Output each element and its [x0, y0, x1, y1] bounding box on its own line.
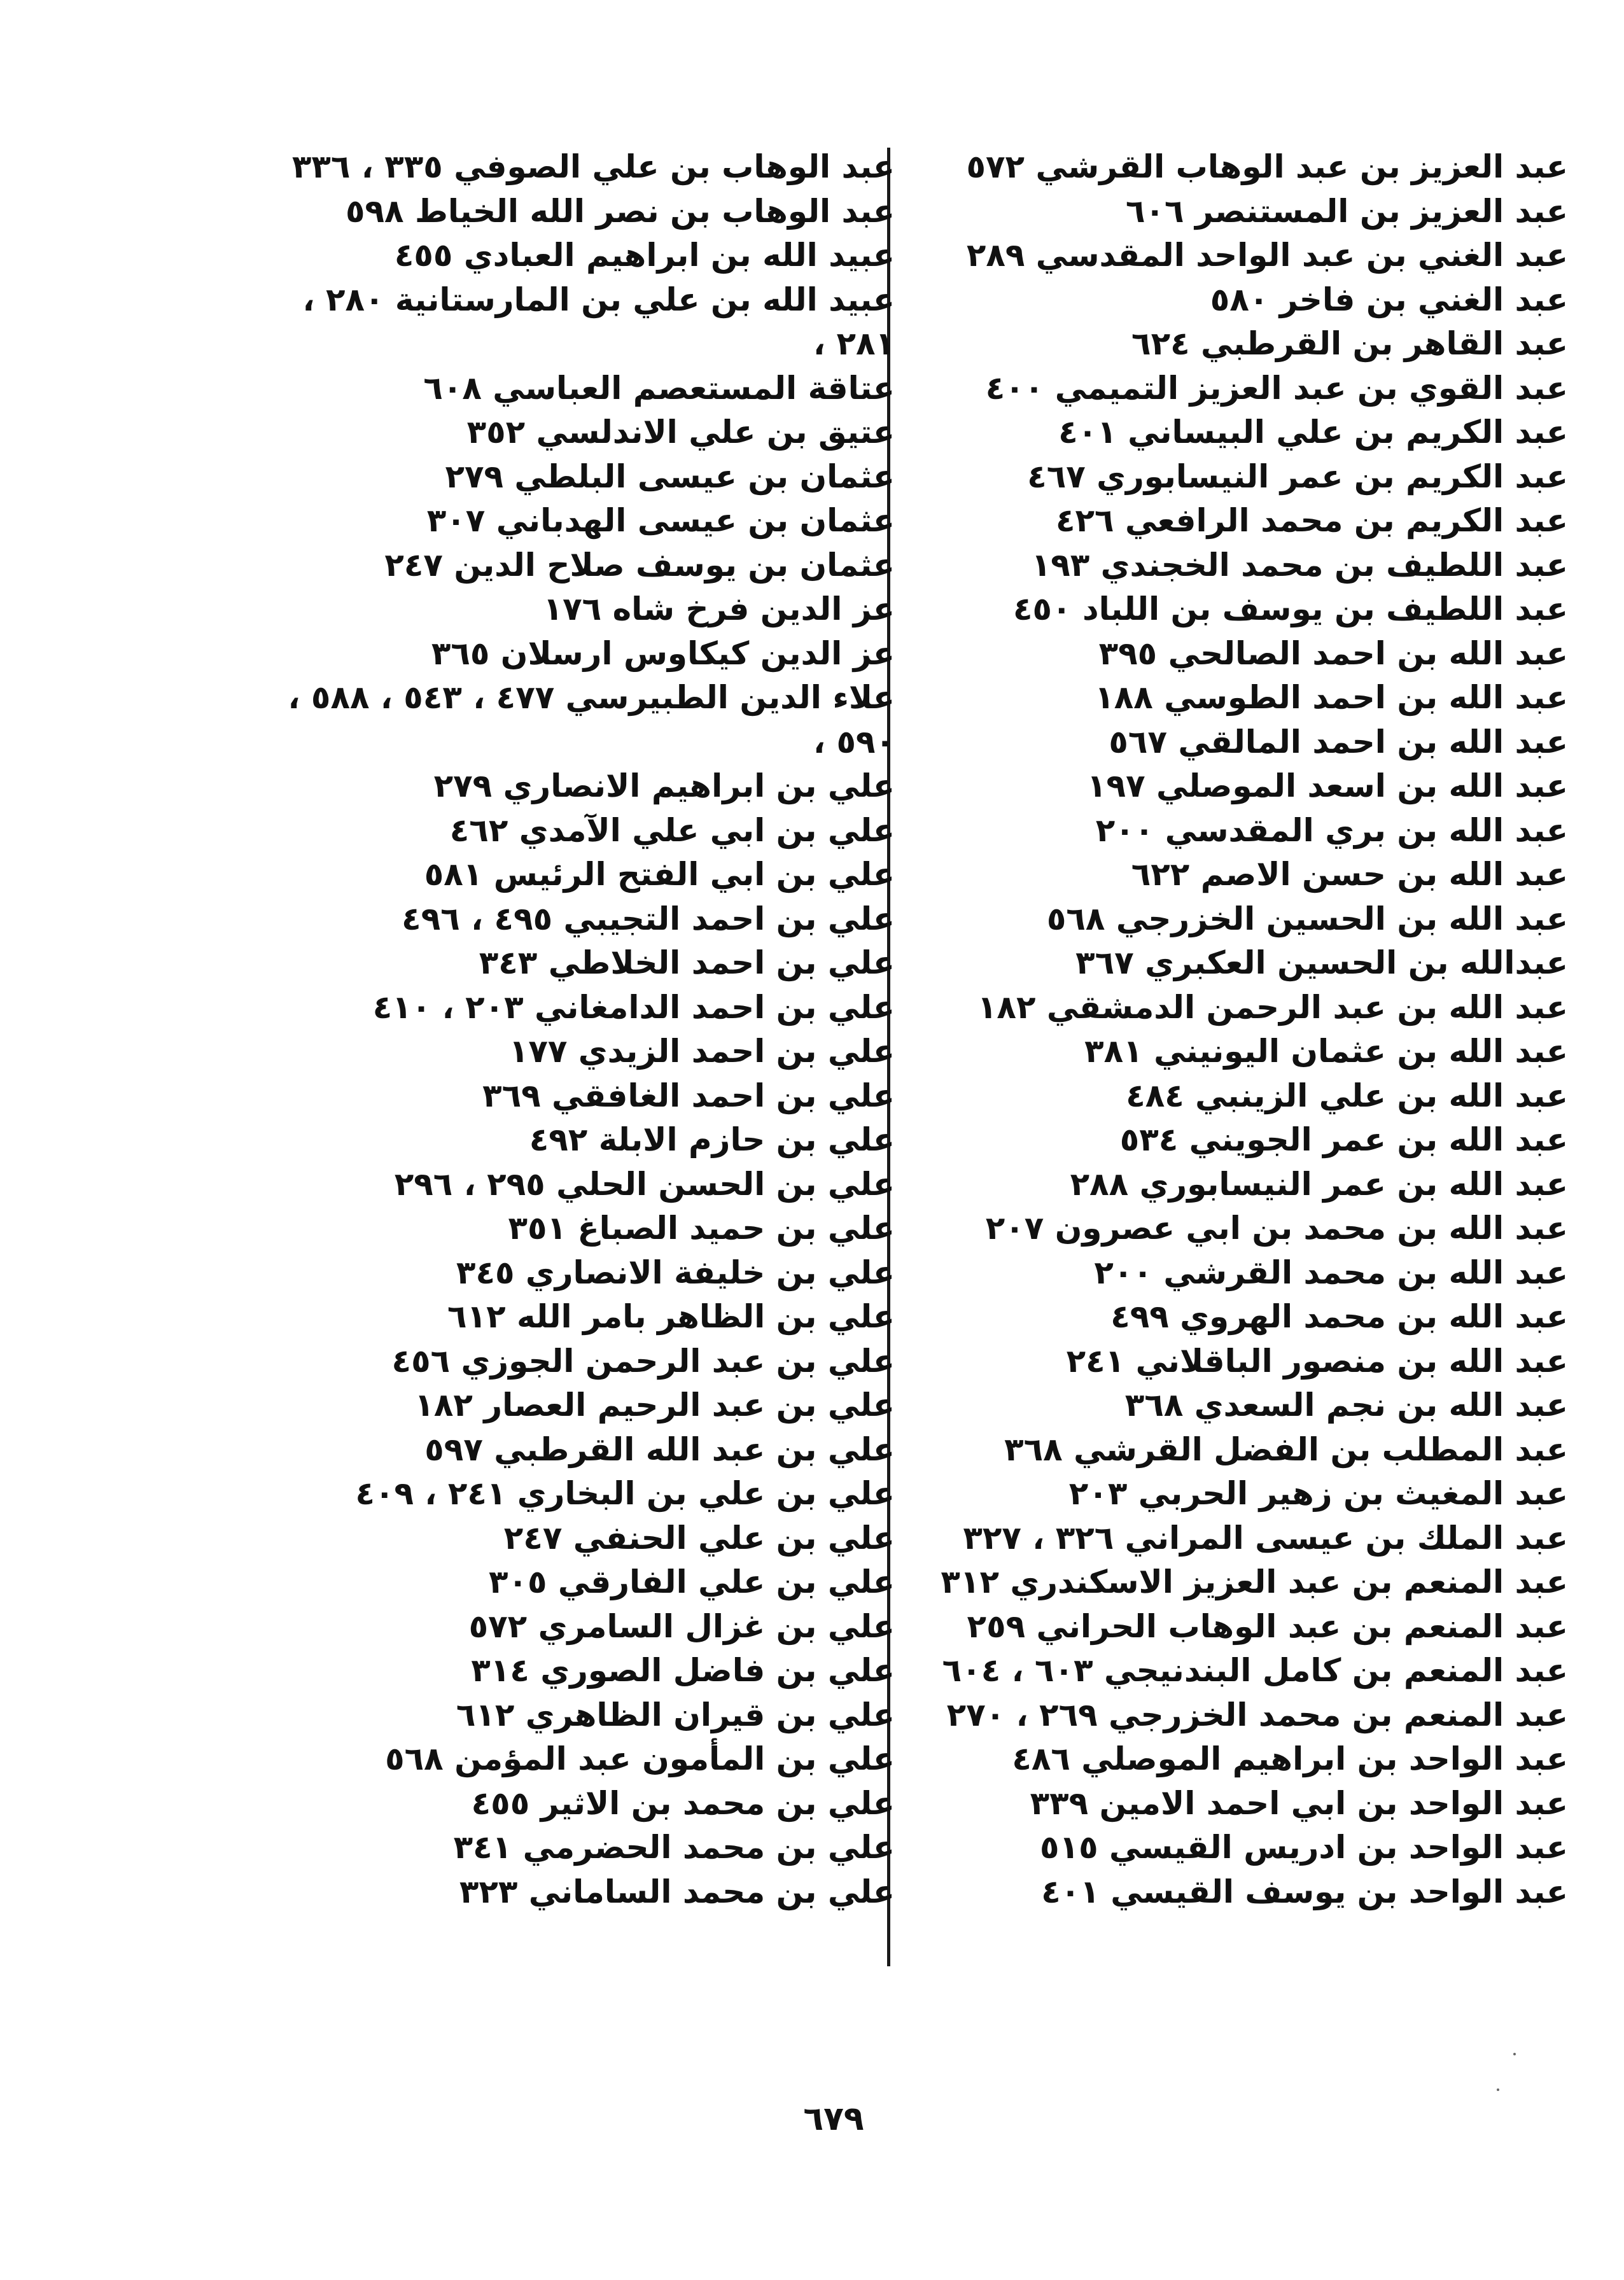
index-column-left [214, 145, 895, 1914]
index-entry: علي بن خليفة الانصاري ٣٤٥ [456, 1254, 895, 1291]
index-entry: عبد القاهر بن القرطبي ٦٢٤ [1131, 325, 1568, 362]
index-entry: عبد الكريم بن عمر النيسابوري ٤٦٧ [1027, 458, 1568, 495]
index-entry: عثمان بن عيسى الهدباني ٣٠٧ [426, 502, 895, 539]
index-entry: علي بن احمد الزيدي ١٧٧ [508, 1033, 895, 1070]
scan-speck [1513, 2053, 1516, 2055]
index-entry: عبد الواحد بن ابي احمد الامين ٣٣٩ [1030, 1784, 1568, 1822]
index-entry: عبد الله بن حسن الاصم ٦٢٢ [1131, 856, 1568, 893]
index-entry: عبد الله بن احمد الطوسي ١٨٨ [1095, 679, 1568, 716]
index-entry: عبد الله بن عمر الجويني ٥٣٤ [1119, 1121, 1568, 1158]
index-entry: علي بن الظاهر بامر الله ٦١٢ [447, 1298, 895, 1335]
index-entry: علي بن الحسن الحلي ٢٩٥ ، ٢٩٦ [394, 1165, 895, 1203]
index-entry: علاء الدين الطبيرسي ٤٧٧ ، ٥٤٣ ، ٥٨٨ ، [288, 679, 895, 716]
index-entry: علي بن احمد الدامغاني ٢٠٣ ، ٤١٠ [372, 988, 895, 1026]
index-entry: عبد الله بن عثمان اليونيني ٣٨١ [1084, 1033, 1568, 1070]
index-entry: علي بن فاضل الصوري ٣١٤ [471, 1652, 895, 1689]
index-entry: عبيد الله بن ابراهيم العبادي ٤٥٥ [394, 237, 895, 274]
index-entry: علي بن محمد الحضرمي ٣٤١ [453, 1829, 895, 1866]
index-entry: عبدالله بن الحسين العكبري ٣٦٧ [1075, 944, 1568, 981]
index-entry: علي بن احمد الخلاطي ٣٤٣ [479, 944, 895, 981]
index-entry: عبد الكريم بن علي البيساني ٤٠١ [1058, 414, 1568, 451]
index-entry: عبد الله بن نجم السعدي ٣٦٨ [1124, 1387, 1568, 1423]
index-entry: علي بن عبد الرحيم العصار ١٨٢ [414, 1387, 895, 1423]
index-entry: علي بن حميد الصباغ ٣٥١ [508, 1210, 895, 1247]
index-entry: عبد الملك بن عيسى المراني ٣٢٦ ، ٣٢٧ [963, 1519, 1568, 1556]
index-entry: عبد الواحد بن يوسف القيسي ٤٠١ [1041, 1873, 1568, 1910]
index-entry: عبد الله بن محمد القرشي ٢٠٠ [1094, 1254, 1568, 1291]
index-entry: عبد اللطيف بن يوسف بن اللباد ٤٥٠ [1013, 591, 1568, 627]
index-entry: عبد الله بن احمد الصالحي ٣٩٥ [1098, 634, 1568, 672]
index-entry: علي بن علي الحنفي ٢٤٧ [503, 1519, 895, 1556]
index-entry: علي بن علي بن البخاري ٢٤١ ، ٤٠٩ [355, 1475, 895, 1512]
index-entry: علي بن عبد الرحمن الجوزي ٤٥٦ [391, 1342, 895, 1380]
index-entry: عبد الله بن احمد المالقي ٥٦٧ [1109, 723, 1568, 760]
index-entry: علي بن حازم الابلة ٤٩٢ [529, 1121, 895, 1158]
index-entry: علي بن محمد بن الاثير ٤٥٥ [471, 1784, 895, 1822]
index-entry: علي بن ابراهيم الانصاري ٢٧٩ [433, 767, 895, 804]
index-entry: عبد الله بن علي الزينبي ٤٨٤ [1126, 1077, 1568, 1114]
index-entry: عبد المغيث بن زهير الحربي ٢٠٣ [1068, 1475, 1568, 1512]
index-entry: عبد المنعم بن عبد الوهاب الحراني ٢٥٩ [967, 1607, 1568, 1645]
index-entry: عبد اللطيف بن محمد الخجندي ١٩٣ [1031, 546, 1568, 584]
index-entry: عبد العزيز بن المستنصر ٦٠٦ [1125, 192, 1568, 230]
index-entry: عبد العزيز بن عبد الوهاب القرشي ٥٧٢ [966, 148, 1568, 185]
index-entry: عبد الواحد بن ادريس القيسي ٥١٥ [1040, 1829, 1568, 1866]
index-entry: علي بن المأمون عبد المؤمن ٥٦٨ [385, 1740, 895, 1777]
index-entry-continuation: ٥٩٠ ، [813, 723, 895, 760]
index-entry: علي بن ابي علي الآمدي ٤٦٢ [449, 811, 895, 849]
index-entry: عبد المطلب بن الفضل القرشي ٣٦٨ [1004, 1430, 1568, 1468]
index-entry: علي بن عبد الله القرطبي ٥٩٧ [424, 1430, 895, 1468]
index-entry: عبيد الله بن علي بن المارستانية ٢٨٠ ، [302, 281, 895, 318]
index-entry: عبد المنعم بن محمد الخزرجي ٢٦٩ ، ٢٧٠ [946, 1696, 1568, 1733]
index-entry: عبد الوهاب بن علي الصوفي ٣٣٥ ، ٣٣٦ [291, 148, 895, 185]
index-entry: عبد الله بن محمد بن ابي عصرون ٢٠٧ [985, 1210, 1568, 1247]
index-entry: عبد الغني بن فاخر ٥٨٠ [1210, 281, 1568, 318]
index-entry: علي بن احمد التجيبي ٤٩٥ ، ٤٩٦ [402, 900, 895, 937]
index-entry: علي بن علي الفارقي ٣٠٥ [488, 1563, 895, 1600]
index-entry: علي بن قيران الظاهري ٦١٢ [456, 1696, 895, 1733]
index-entry: عبد المنعم بن كامل البندنيجي ٦٠٣ ، ٦٠٤ [942, 1652, 1568, 1689]
index-entry: عبد الوهاب بن نصر الله الخياط ٥٩٨ [345, 192, 895, 230]
index-entry: عتيق بن علي الاندلسي ٣٥٢ [466, 414, 895, 451]
index-entry: علي بن احمد الغافقي ٣٦٩ [482, 1077, 895, 1114]
index-entry-continuation: ٢٨١ ، [813, 325, 895, 362]
index-entry: عبد الكريم بن محمد الرافعي ٤٢٦ [1056, 502, 1568, 539]
scan-speck [1497, 2088, 1499, 2091]
index-entry: عبد القوي بن عبد العزيز التميمي ٤٠٠ [985, 369, 1568, 407]
index-entry: عبد الله بن منصور الباقلاني ٢٤١ [1066, 1342, 1568, 1380]
index-entry: عبد الغني بن عبد الواحد المقدسي ٢٨٩ [966, 237, 1568, 274]
index-entry: عبد الله بن عمر النيسابوري ٢٨٨ [1070, 1165, 1568, 1203]
index-entry: عثمان بن عيسى البلطي ٢٧٩ [445, 458, 895, 495]
index-entry: عتاقة المستعصم العباسي ٦٠٨ [423, 369, 895, 407]
index-entry: علي بن غزال السامري ٥٧٢ [468, 1607, 895, 1645]
index-entry: عز الدين كيكاوس ارسلان ٣٦٥ [431, 634, 895, 672]
index-entry: عبد الواحد بن ابراهيم الموصلي ٤٨٦ [1012, 1740, 1568, 1777]
index-entry: عبد الله بن الحسين الخزرجي ٥٦٨ [1046, 900, 1568, 937]
index-entry: عبد الله بن محمد الهروي ٤٩٩ [1110, 1298, 1568, 1335]
index-entry: علي بن محمد الساماني ٣٢٣ [459, 1873, 895, 1910]
index-entry: عبد الله بن عبد الرحمن الدمشقي ١٨٢ [977, 988, 1568, 1026]
index-entry: عبد الله بن بري المقدسي ٢٠٠ [1095, 811, 1568, 849]
index-entry: عبد المنعم بن عبد العزيز الاسكندري ٣١٢ [941, 1563, 1568, 1600]
page-number: ٦٧٩ [803, 2100, 864, 2138]
index-entry: عثمان بن يوسف صلاح الدين ٢٤٧ [384, 546, 895, 584]
index-entry: عز الدين فرخ شاه ١٧٦ [543, 591, 895, 627]
index-entry: علي بن ابي الفتح الرئيس ٥٨١ [424, 856, 895, 893]
index-column-right [876, 145, 1568, 1914]
index-entry: عبد الله بن اسعد الموصلي ١٩٧ [1087, 767, 1568, 804]
